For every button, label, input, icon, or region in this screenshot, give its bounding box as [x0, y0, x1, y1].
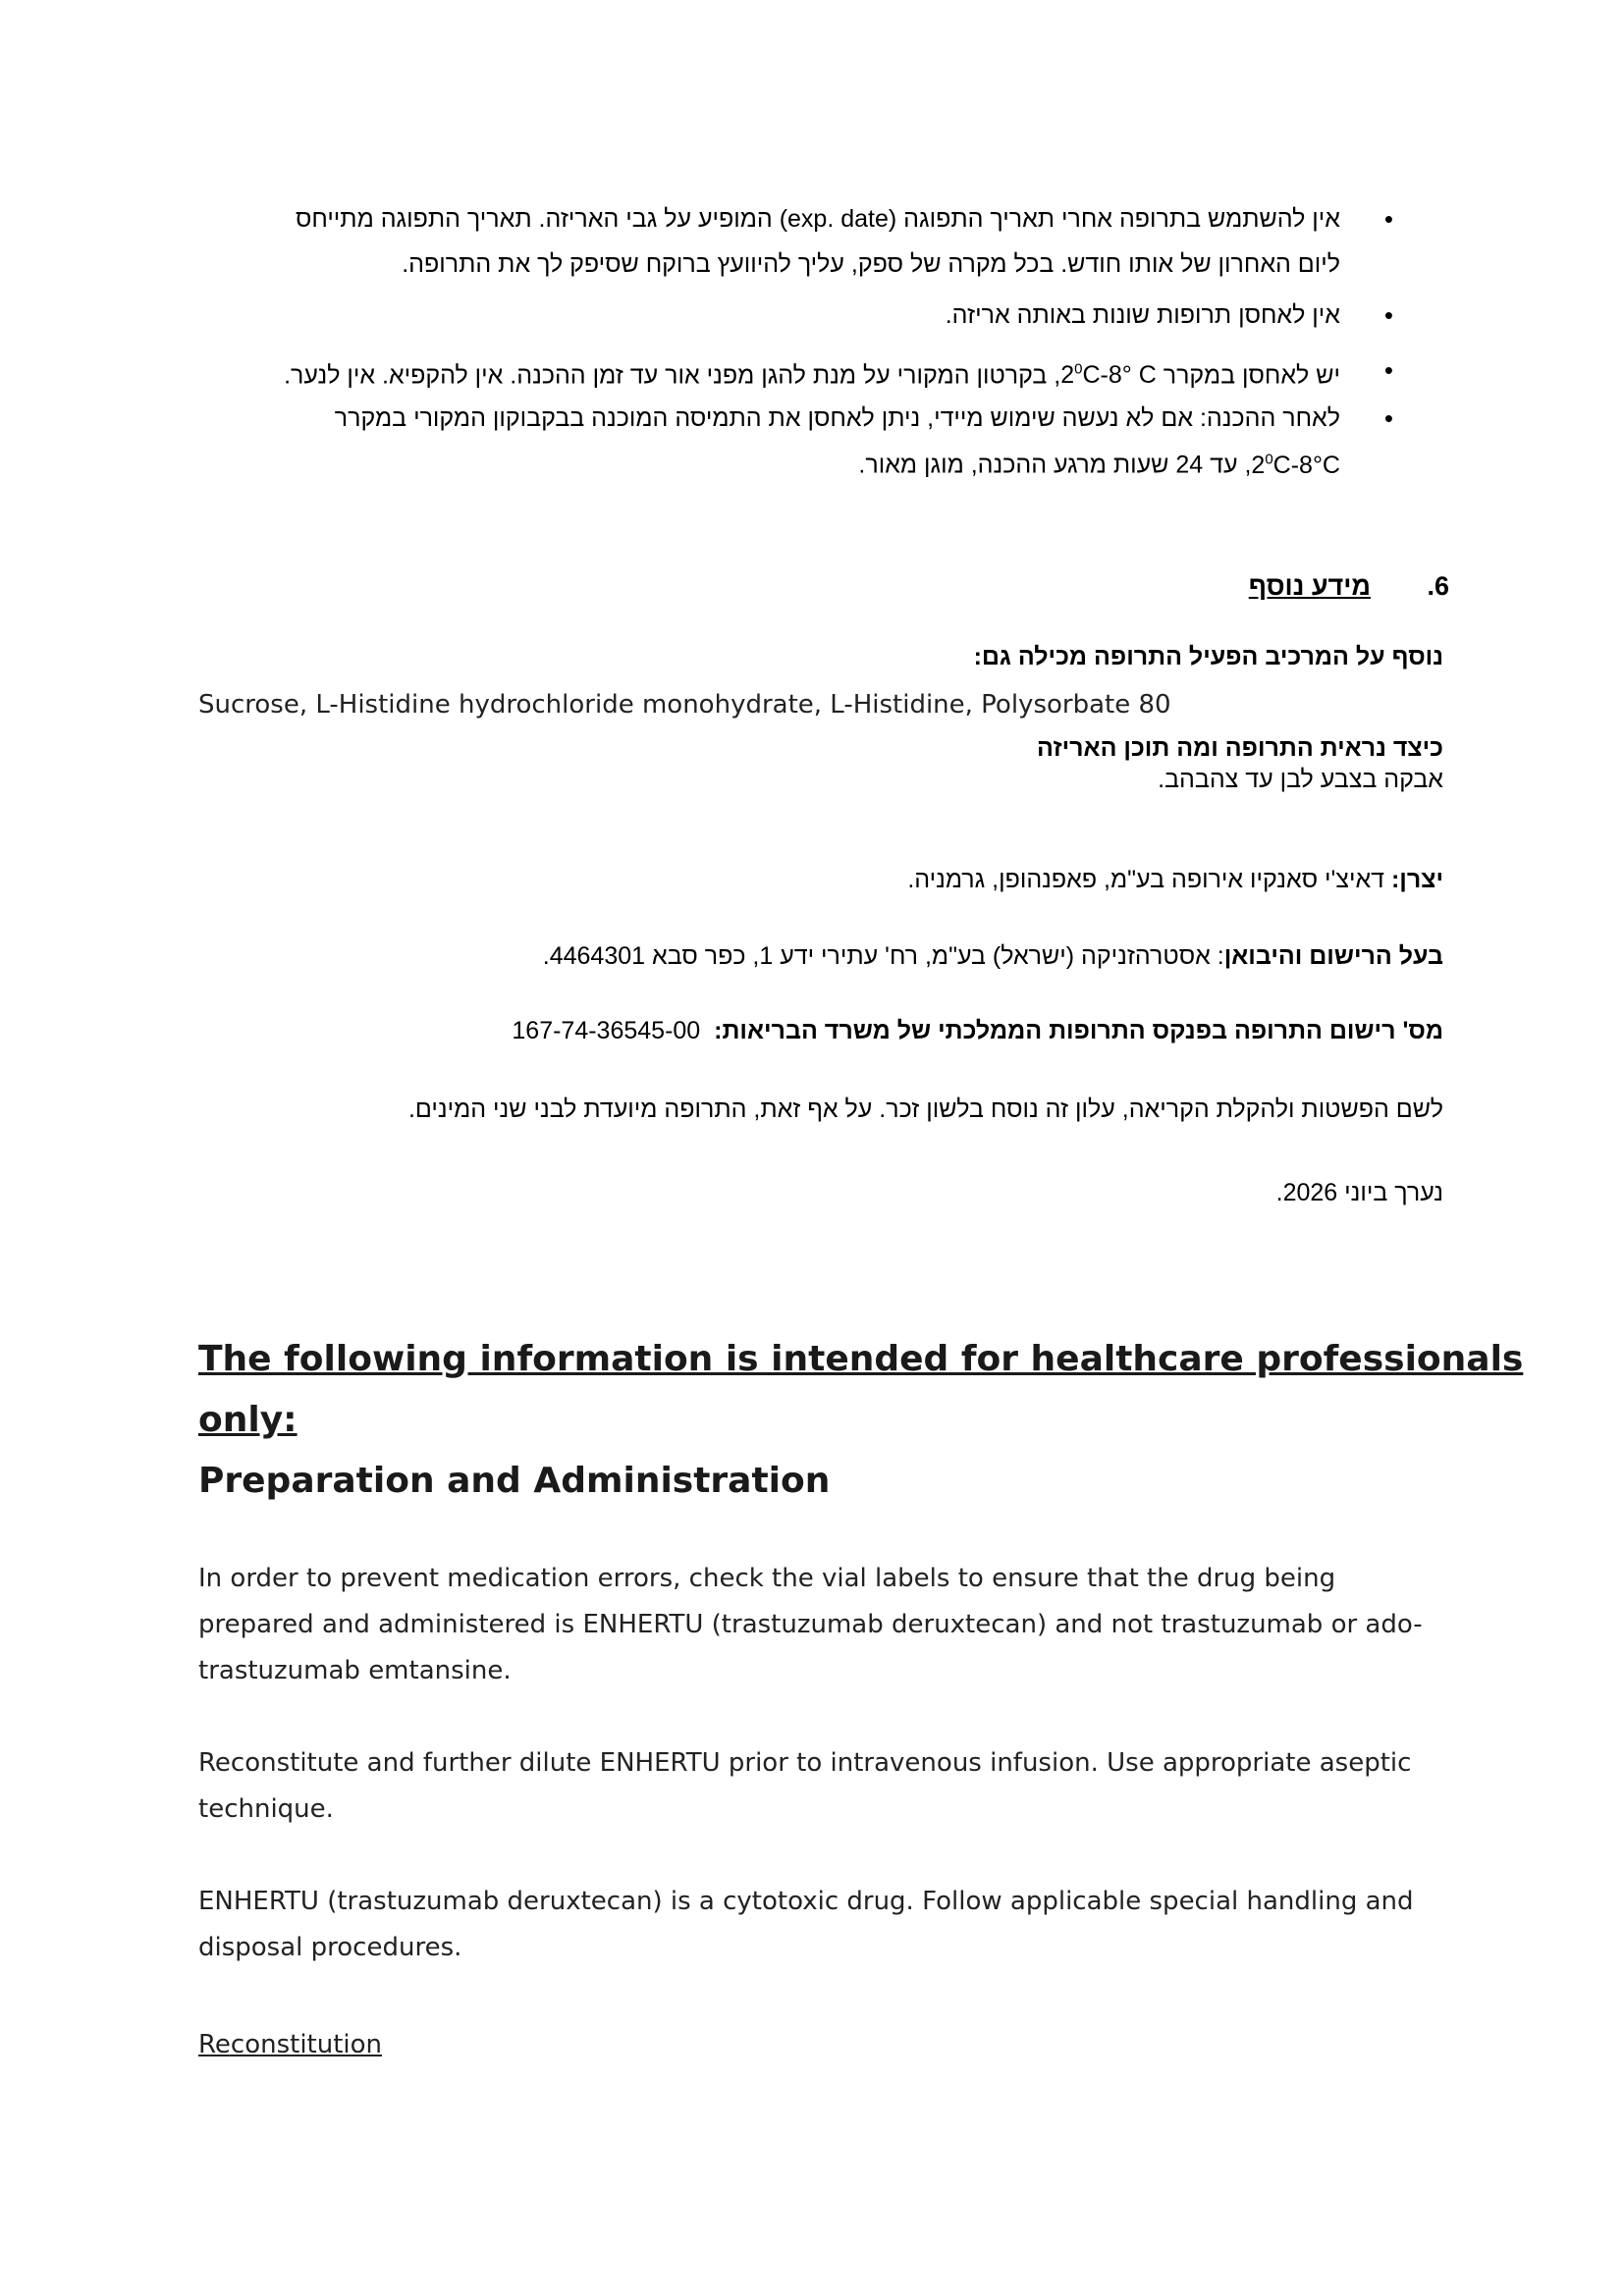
holder-label: בעל הרישום והיבואן [1223, 942, 1443, 970]
section6-number: 6. [1427, 571, 1449, 601]
temp-degree-sup: 0 [1265, 451, 1273, 468]
manufacturer-label: יצרן: [1390, 866, 1443, 893]
ingredients-value: Sucrose, L-Histidine hydrochloride monohydrate, L-Histidine, Polysorbate 80 [198, 690, 1171, 720]
revision-date: נערך ביוני 2026. [1275, 1179, 1443, 1206]
bullet-after-prep-line1: • לאחר ההכנה: אם לא נעשה שימוש מיידי, ניתן לאחסן את התמיסה המוכנה בבקבוקון המקורי במקרר [334, 404, 1340, 433]
paragraph-cytotoxic: ENHERTU (trastuzumab deruxtecan) is a cytotoxic drug. Follow applicable special handling and disposal procedures. [198, 1887, 1414, 1962]
registration-holder-line [543, 942, 1443, 971]
appearance-label: כיצד נראית התרופה ומה תוכן האריזה [1037, 734, 1443, 762]
bullet-refrigerate-post: , בקרטון המקורי על מנת להגן מפני אור עד זמן ההכנה. אין להקפיא. אין לנער. [284, 361, 1061, 390]
bullet-expiry [196, 196, 1350, 287]
ingredients-label: נוסף על המרכיב הפעיל התרופה מכילה גם: [973, 643, 1443, 670]
hcp-title-line1: The following information is intended for healthcare professionals [198, 1339, 1524, 1379]
registration-number-line [512, 1017, 1443, 1045]
hcp-title [198, 1329, 1524, 1512]
bullet-after-prep-line2 [196, 439, 1340, 485]
bullet-after-prep-temp [1251, 452, 1340, 479]
manufacturer-value: דאיצ'י סאנקיו אירופה בע"מ, פאפנהופן, גרמניה. [907, 866, 1391, 893]
hcp-title-line2: only: [198, 1400, 298, 1440]
holder-value: : אסטרהזניקה (ישראל) בע"מ, רח' עתירי ידע 1, כפר סבא 4464301. [542, 942, 1224, 970]
storage-bullet-list [196, 196, 1350, 486]
bullet-no-mix-text: אין לאחסן תרופות שונות באותה אריזה. [945, 301, 1340, 329]
bullet-after-prep-post: , עד 24 שעות מרגע ההכנה, מוגן מאור. [858, 451, 1252, 479]
bullet-refrigerate-pre: יש לאחסן במקרר [1156, 361, 1340, 390]
regno-value: 167-74-36545-00 [512, 1017, 701, 1044]
regno-label: מס' רישום התרופה בפנקס התרופות הממלכתי של משרד הבריאות: [714, 1017, 1443, 1044]
paragraph-reconstitute: Reconstitute and further dilute ENHERTU prior to intravenous infusion. Use appropriate aseptic technique. [198, 1748, 1412, 1824]
reconstitution-heading: Reconstitution [198, 2030, 383, 2059]
temp-lead: 2 [1060, 361, 1075, 390]
bullet-refrigerate-temp [1060, 361, 1157, 389]
temp-tail: C-8° C [1082, 361, 1157, 390]
preparation-subtitle: Preparation and Administration [198, 1461, 831, 1501]
gender-note: לשם הפשטות ולהקלת הקריאה, עלון זה נוסח בלשון זכר. על אף זאת, התרופה מיועדת לבני שני המינים. [407, 1095, 1443, 1123]
bullet-refrigerate [196, 347, 1350, 398]
temp-tail: C-8°C [1272, 451, 1340, 479]
paragraph-medication-errors: In order to prevent medication errors, check the vial labels to ensure that the drug being prepared and administered is ENHERTU (trastuzumab deruxtecan) and not trastuzumab or ado-trastuzumab emtansine. [198, 1564, 1423, 1685]
bullet-no-mix [196, 293, 1350, 338]
section6-title: מידע נוסף [1248, 571, 1371, 601]
appearance-value: אבקה בצבע לבן עד צהבהב. [1158, 766, 1443, 793]
bullet-expiry-line2: ליום האחרון של אותו חודש. בכל מקרה של ספק, עליך להיוועץ ברוקח שסיפק לך את התרופה. [402, 250, 1340, 278]
manufacturer-line [907, 866, 1443, 894]
temp-lead: 2 [1251, 451, 1266, 479]
bullet-after-prep [196, 398, 1350, 485]
temp-degree-sup: 0 [1074, 361, 1083, 378]
bullet-expiry-line1: • אין להשתמש בתרופה אחרי תאריך התפוגה (exp. date) המופיע על גבי האריזה. תאריך התפוגה מתייחס [295, 205, 1340, 233]
